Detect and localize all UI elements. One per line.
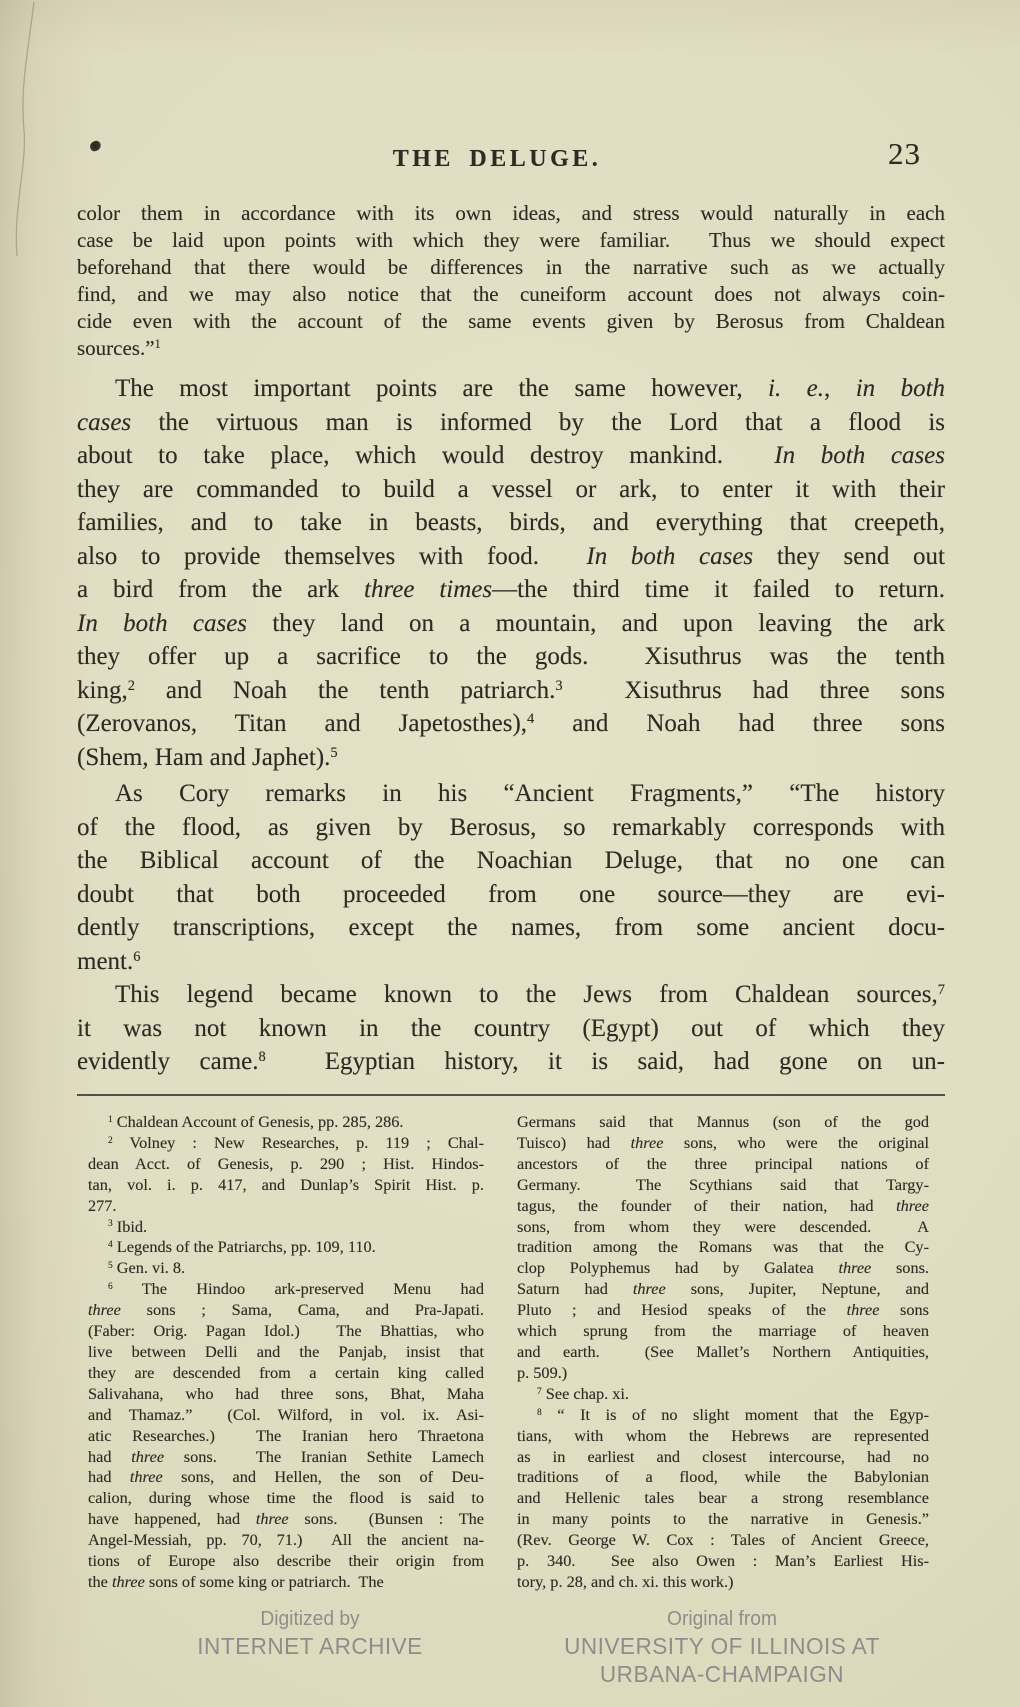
footer-digitized-by-label: Digitized by (260, 1608, 360, 1630)
footnote-column-right: Germans said that Mannus (son of the god Tuisco) had three sons, who were the original ancestors of the three principal nations of Germany. The Scythians said that Targy- tagus, the founder of their nation, had three sons, from whom they were descended. A tradition among the Romans was that the Cy- clop Polyphemus had by Galatea three sons. Saturn had three sons, Jupiter, Neptune, and Pluto ; and Hesiod speaks of the three sons which sprung from the marriage of heaven and earth. (See Mallet’s Northern Antiquities, p. 509.) $^7$ See chap. xi. $^8$ “ It is of no slight moment that the Egyp- tians, with whom the Hebrews are represented as in earliest and closest intercourse, had no traditions of a flood, while the Babylonian and Hellenic tales bear a strong resemblance in many points to the narrative in Genesis.” (Rev. George W. Cox : Tales of Ancient Greece, p. 340. See also Owen : Man’s Earliest His- tory, p. 28, and ch. xi. this work.) (517, 1112, 930, 1591)
body-paragraph-quote-continuation: color them in accordance with its own ideas, and stress would naturally in each case be laid upon points with which they were familiar. Thus we should expect beforehand that there would be differences in the narrative such as we actually find, and we may also notice that the cuneiform account does not always coin- cide even with the account of the same events given by Berosus from Chaldean sources.”$^1$ (77, 201, 945, 360)
footnote-separator-rule (77, 1094, 945, 1096)
footer-internet-archive-label: INTERNET ARCHIVE (197, 1633, 423, 1659)
footer-university-line2: URBANA-CHAMPAIGN (599, 1661, 845, 1687)
running-header (0, 146, 994, 173)
footer-university-line1: UNIVERSITY OF ILLINOIS AT (564, 1633, 880, 1659)
page-number: 23 (888, 136, 921, 171)
body-paragraph-comparison: The most important points are the same however, i. e., in both cases the virtuous man is informed by the Lord that a flood is about to take place, which would destroy mankind. In both cases they are commanded to build a vessel or ark, to enter it with their families, and to take in beasts, birds, and everything that creepeth, also to provide themselves with food. In both cases they send out a bird from the ark three times—the third time it failed to return. In both cases they land on a mountain, and upon leaving the ark they offer up a sacrifice to the gods. Xisuthrus was the tenth king,$^2$ and Noah the tenth patriarch.$^3$ Xisuthrus had three sons (Zerovanos, Titan and Japetosthes),$^4$ and Noah had three sons (Shem, Ham and Japhet).$^5$ (77, 375, 946, 771)
footer-original-block (520, 1606, 923, 1688)
body-paragraph-legend-origin: This legend became known to the Jews from Chaldean sources,$^7$ it was not known in the country (Egypt) out of which they evidently came.$^8$ Egyptian history, it is said, had gone on un- (77, 981, 946, 1075)
footer-original-from-label: Original from (667, 1608, 777, 1630)
body-paragraph-cory-quote: As Cory remarks in his “Ancient Fragments,” “The history of the flood, as given by Berosus, so remarkably corresponds with the Biblical account of the Noachian Deluge, that no one can doubt that both proceeded from one source—they are evi- dently transcriptions, except the names, from some ancient docu- ment.$^6$ (77, 780, 945, 975)
footer-digitized-block (166, 1606, 454, 1660)
paper-crack-line (0, 0, 60, 260)
footnote-column-left: $^1$ Chaldean Account of Genesis, pp. 285, 286. $^2$ Volney : New Researches, p. 119 ; Chal- dean Acct. of Genesis, p. 290 ; Hist. Hindos- tan, vol. i. p. 417, and Dunlap’s Spirit Hist. p. 277. $^3$ Ibid. $^4$ Legends of the Patriarchs, pp. 109, 110. $^5$ Gen. vi. 8. $^6$ The Hindoo ark-preserved Menu had three sons ; Sama, Cama, and Pra-Japati. (Faber: Orig. Pagan Idol.) The Bhattias, who live between Delli and the Panjab, insist that they are descended from a certain king called Salivahana, who had three sons, Bhat, Maha and Thamaz.” (Col. Wilford, in vol. ix. Asi- atic Researches.) The Iranian hero Thraetona had three sons. The Iranian Sethite Lamech had three sons, and Hellen, the son of Deu- calion, during whose time the flood is said to have happened, had three sons. (Bunsen : The Angel-Messiah, pp. 70, 71.) All the ancient na- tions of Europe also describe their origin from the three sons of some king or patriarch. The (88, 1112, 485, 1591)
page-title: THE DELUGE. (392, 146, 602, 172)
